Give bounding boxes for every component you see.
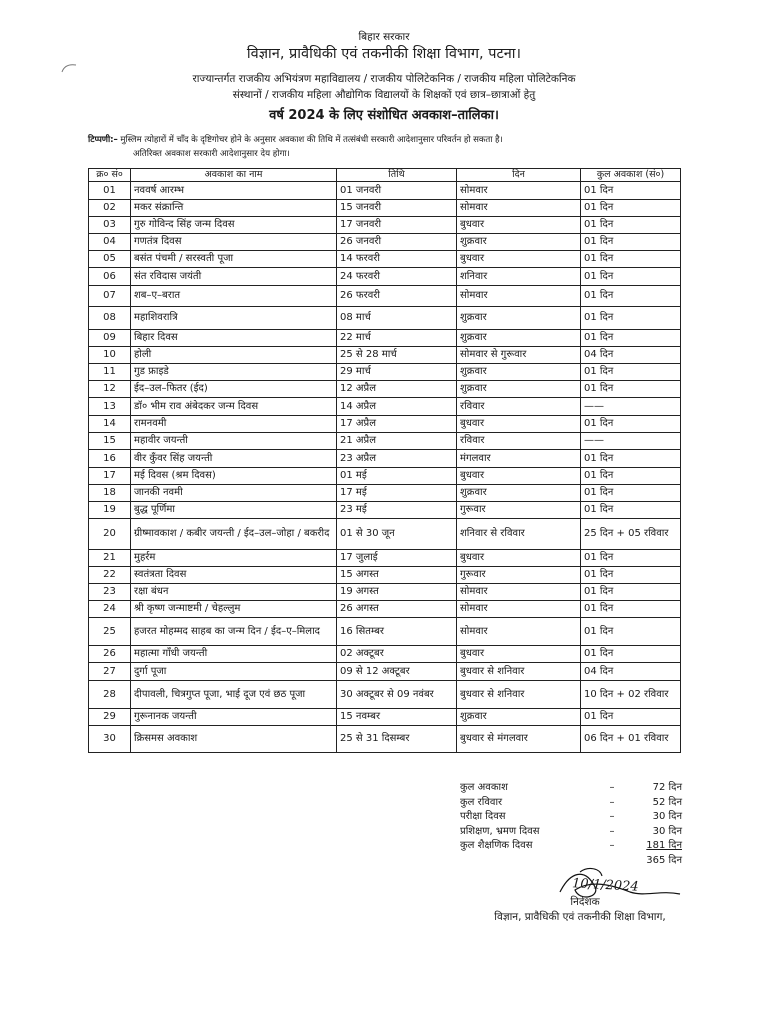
total-days-cell: 10 दिन + 02 रविवार [581, 681, 681, 709]
total-days-cell: 01 दिन [581, 251, 681, 268]
summary-label: कुल शैक्षणिक दिवस [460, 840, 533, 852]
day-cell: शुक्रवार [457, 709, 581, 726]
holiday-name-cell: रामनवमी [131, 416, 337, 433]
holiday-name-cell: मई दिवस (श्रम दिवस) [131, 468, 337, 485]
day-cell: शुक्रवार [457, 307, 581, 330]
date-cell: 15 अगस्त [337, 567, 457, 584]
table-row [89, 286, 681, 307]
total-days-cell: —— [581, 433, 681, 450]
government-name: बिहार सरकार [358, 31, 410, 43]
summary-row [460, 825, 682, 840]
date-cell: 23 अप्रैल [337, 450, 457, 468]
day-cell: सोमवार से गुरूवार [457, 347, 581, 364]
holiday-name-cell: गुरूनानक जयन्ती [131, 709, 337, 726]
holiday-name-cell: मकर संक्रान्ति [131, 200, 337, 217]
date-cell: 22 मार्च [337, 330, 457, 347]
table-row [89, 468, 681, 485]
serial-cell: 16 [89, 450, 131, 468]
total-days-cell: 06 दिन + 01 रविवार [581, 726, 681, 753]
day-cell: शनिवार से रविवार [457, 519, 581, 550]
day-cell: शुक्रवार [457, 485, 581, 502]
serial-cell: 04 [89, 234, 131, 251]
serial-cell: 14 [89, 416, 131, 433]
day-cell: बुधवार [457, 550, 581, 567]
serial-cell: 28 [89, 681, 131, 709]
table-row [89, 398, 681, 416]
signatory-designation: निदेशक [570, 896, 600, 908]
total-days-cell: 01 दिन [581, 468, 681, 485]
holiday-name-cell: बसंत पंचमी / सरस्वती पूजा [131, 251, 337, 268]
day-cell: सोमवार [457, 286, 581, 307]
header-holiday-name: अवकाश का नाम [131, 169, 337, 182]
serial-cell: 13 [89, 398, 131, 416]
summary-dash: – [609, 796, 615, 808]
table-row [89, 251, 681, 268]
day-cell: सोमवार [457, 618, 581, 646]
serial-cell: 20 [89, 519, 131, 550]
holiday-name-cell: ईद–उल–फितर (ईद) [131, 381, 337, 398]
holiday-name-cell: श्री कृष्ण जन्माष्टमी / चेहल्लुम [131, 601, 337, 618]
summary-dash: – [609, 840, 615, 852]
serial-cell: 18 [89, 485, 131, 502]
table-header-row [89, 169, 681, 182]
day-cell: बुधवार से शनिवार [457, 681, 581, 709]
total-days-cell: 25 दिन + 05 रविवार [581, 519, 681, 550]
date-cell: 17 जुलाई [337, 550, 457, 567]
department-name: विज्ञान, प्रावैधिकी एवं तकनीकी शिक्षा विभाग, पटना। [246, 46, 522, 62]
serial-cell: 26 [89, 646, 131, 663]
header-date: तिथि [337, 169, 457, 182]
holiday-name-cell: वीर कुँवर सिंह जयन्ती [131, 450, 337, 468]
holiday-name-cell: दुर्गा पूजा [131, 663, 337, 681]
holiday-name-cell: गणतंत्र दिवस [131, 234, 337, 251]
header-serial: क्र० सं० [89, 169, 131, 182]
day-cell: बुधवार [457, 646, 581, 663]
date-cell: 26 फरवरी [337, 286, 457, 307]
total-days-cell: 01 दिन [581, 618, 681, 646]
holiday-name-cell: क्रिसमस अवकाश [131, 726, 337, 753]
total-days-cell: 01 दिन [581, 485, 681, 502]
table-row [89, 364, 681, 381]
date-cell: 15 जनवरी [337, 200, 457, 217]
table-row [89, 485, 681, 502]
summary-dash: – [609, 811, 615, 823]
summary-row [460, 796, 682, 811]
total-days-cell: 01 दिन [581, 234, 681, 251]
total-days-cell: 01 दिन [581, 450, 681, 468]
day-cell: गुरूवार [457, 567, 581, 584]
table-row [89, 502, 681, 519]
serial-cell: 12 [89, 381, 131, 398]
date-cell: 16 सितम्बर [337, 618, 457, 646]
serial-cell: 11 [89, 364, 131, 381]
table-row [89, 450, 681, 468]
serial-cell: 09 [89, 330, 131, 347]
summary-dash: – [609, 782, 615, 793]
date-cell: 23 मई [337, 502, 457, 519]
holiday-name-cell: बुद्ध पूर्णिमा [131, 502, 337, 519]
holiday-name-cell: हजरत मोहम्मद साहब का जन्म दिन / ईद–ए–मिलाद [131, 618, 337, 646]
summary-table [460, 781, 682, 869]
date-cell: 01 जनवरी [337, 182, 457, 200]
holiday-name-cell: होली [131, 347, 337, 364]
serial-cell: 08 [89, 307, 131, 330]
total-days-cell: 01 दिन [581, 364, 681, 381]
date-cell: 15 नवम्बर [337, 709, 457, 726]
note-label: टिप्पणी:– [88, 135, 118, 145]
table-row [89, 519, 681, 550]
total-days-cell: 01 दिन [581, 381, 681, 398]
serial-cell: 10 [89, 347, 131, 364]
day-cell: शुक्रवार [457, 364, 581, 381]
table-row [89, 601, 681, 618]
date-cell: 30 अक्टूबर से 09 नवंबर [337, 681, 457, 709]
day-cell: शुक्रवार [457, 234, 581, 251]
table-row [89, 330, 681, 347]
holiday-name-cell: रक्षा बंधन [131, 584, 337, 601]
date-cell: 01 से 30 जून [337, 519, 457, 550]
total-days-cell: 01 दिन [581, 584, 681, 601]
summary-value: 365 दिन [646, 854, 682, 866]
serial-cell: 15 [89, 433, 131, 450]
date-cell: 17 अप्रैल [337, 416, 457, 433]
total-days-cell: —— [581, 398, 681, 416]
holiday-name-cell: दीपावली, चित्रगुप्त पूजा, भाई दूज एवं छठ पूजा [131, 681, 337, 709]
date-cell: 25 से 28 मार्च [337, 347, 457, 364]
header-total: कुल अवकाश (सं०) [581, 169, 681, 182]
summary-row [460, 781, 682, 796]
day-cell: बुधवार से मंगलवार [457, 726, 581, 753]
date-cell: 09 से 12 अक्टूबर [337, 663, 457, 681]
subtitle-line-2: संस्थानों / राजकीय महिला औद्योगिक विद्यालयों के शिक्षकों एवं छात्र–छात्राओं हेतु [232, 89, 536, 101]
day-cell: सोमवार [457, 601, 581, 618]
holiday-name-cell: शब–ए–बरात [131, 286, 337, 307]
total-days-cell: 04 दिन [581, 347, 681, 364]
holiday-name-cell: महावीर जयन्ती [131, 433, 337, 450]
holiday-name-cell: डॉ० भीम राव अंबेदकर जन्म दिवस [131, 398, 337, 416]
holiday-name-cell: गुरु गोविन्द सिंह जन्म दिवस [131, 217, 337, 234]
holiday-name-cell: नववर्ष आरम्भ [131, 182, 337, 200]
note-line-1 [88, 133, 503, 145]
holiday-table [88, 168, 681, 753]
total-days-cell: 01 दिन [581, 550, 681, 567]
day-cell: सोमवार [457, 584, 581, 601]
day-cell: बुधवार [457, 217, 581, 234]
document-title: वर्ष 2024 के लिए संशोधित अवकाश–तालिका। [269, 108, 499, 123]
serial-cell: 30 [89, 726, 131, 753]
date-cell: 01 मई [337, 468, 457, 485]
serial-cell: 25 [89, 618, 131, 646]
day-cell: गुरूवार [457, 502, 581, 519]
table-row [89, 416, 681, 433]
summary-value: 181 दिन [646, 840, 682, 852]
total-days-cell: 04 दिन [581, 663, 681, 681]
header-day: दिन [457, 169, 581, 182]
day-cell: रविवार [457, 398, 581, 416]
serial-cell: 05 [89, 251, 131, 268]
day-cell: बुधवार [457, 416, 581, 433]
total-days-cell: 01 दिन [581, 567, 681, 584]
date-cell: 08 मार्च [337, 307, 457, 330]
serial-cell: 06 [89, 268, 131, 286]
summary-label: कुल अवकाश [460, 782, 508, 793]
day-cell: रविवार [457, 433, 581, 450]
serial-cell: 22 [89, 567, 131, 584]
serial-cell: 19 [89, 502, 131, 519]
summary-label: परीक्षा दिवस [460, 811, 506, 823]
day-cell: बुधवार से शनिवार [457, 663, 581, 681]
serial-cell: 07 [89, 286, 131, 307]
table-row [89, 307, 681, 330]
summary-row [460, 810, 682, 825]
day-cell: बुधवार [457, 251, 581, 268]
date-cell: 24 फरवरी [337, 268, 457, 286]
table-row [89, 646, 681, 663]
holiday-name-cell: संत रविदास जयंती [131, 268, 337, 286]
table-row [89, 726, 681, 753]
total-days-cell: 01 दिन [581, 307, 681, 330]
table-row [89, 663, 681, 681]
summary-value: 52 दिन [652, 796, 682, 808]
day-cell: शुक्रवार [457, 381, 581, 398]
holiday-name-cell: महाशिवरात्रि [131, 307, 337, 330]
serial-cell: 29 [89, 709, 131, 726]
total-days-cell: 01 दिन [581, 416, 681, 433]
date-cell: 29 मार्च [337, 364, 457, 381]
table-row [89, 217, 681, 234]
total-days-cell: 01 दिन [581, 330, 681, 347]
serial-cell: 23 [89, 584, 131, 601]
table-row [89, 200, 681, 217]
table-row [89, 567, 681, 584]
table-row [89, 347, 681, 364]
table-row [89, 381, 681, 398]
date-cell: 02 अक्टूबर [337, 646, 457, 663]
total-days-cell: 01 दिन [581, 502, 681, 519]
holiday-name-cell: गुड फ्राइडे [131, 364, 337, 381]
subtitle-line-1: राज्यान्तर्गत राजकीय अभियंत्रण महाविद्यालय / राजकीय पोलिटेकनिक / राजकीय महिला पोलिटेकनिक [192, 73, 576, 85]
day-cell: शनिवार [457, 268, 581, 286]
table-row [89, 584, 681, 601]
table-row [89, 550, 681, 567]
summary-dash: – [609, 825, 615, 837]
note-line-2: अतिरिक्त अवकाश सरकारी आदेशानुसार देय होगा। [133, 149, 290, 159]
total-days-cell: 01 दिन [581, 646, 681, 663]
summary-label: प्रशिक्षण, भ्रमण दिवस [460, 825, 540, 837]
holiday-name-cell: बिहार दिवस [131, 330, 337, 347]
total-days-cell: 01 दिन [581, 286, 681, 307]
table-row [89, 268, 681, 286]
total-days-cell: 01 दिन [581, 182, 681, 200]
summary-label: कुल रविवार [460, 796, 503, 808]
serial-cell: 24 [89, 601, 131, 618]
total-days-cell: 01 दिन [581, 601, 681, 618]
summary-value: 30 दिन [652, 825, 682, 837]
holiday-name-cell: ग्रीष्मावकाश / कबीर जयन्ती / ईद–उल–जोहा / बकरीद [131, 519, 337, 550]
summary-value: 30 दिन [652, 811, 682, 823]
day-cell: मंगलवार [457, 450, 581, 468]
total-days-cell: 01 दिन [581, 217, 681, 234]
date-cell: 12 अप्रैल [337, 381, 457, 398]
serial-cell: 03 [89, 217, 131, 234]
holiday-name-cell: स्वतंत्रता दिवस [131, 567, 337, 584]
summary-row [460, 839, 682, 854]
total-days-cell: 01 दिन [581, 200, 681, 217]
date-cell: 25 से 31 दिसम्बर [337, 726, 457, 753]
date-cell: 19 अगस्त [337, 584, 457, 601]
date-cell: 14 फरवरी [337, 251, 457, 268]
date-cell: 21 अप्रैल [337, 433, 457, 450]
day-cell: सोमवार [457, 182, 581, 200]
table-row [89, 681, 681, 709]
table-row [89, 234, 681, 251]
note-text-1: मुस्लिम त्योहारों में चाँद के दृष्टिगोचर होने के अनुसार अवकाश की तिथि में तत्संबंधी सरकारी आदेशानुसार परिवर्तन हो सकता है। [120, 135, 503, 145]
table-row [89, 433, 681, 450]
date-cell: 14 अप्रैल [337, 398, 457, 416]
day-cell: शुक्रवार [457, 330, 581, 347]
holiday-name-cell: महात्मा गाँधी जयन्ती [131, 646, 337, 663]
total-days-cell: 01 दिन [581, 268, 681, 286]
day-cell: बुधवार [457, 468, 581, 485]
table-row [89, 709, 681, 726]
holiday-name-cell: जानकी नवमी [131, 485, 337, 502]
date-cell: 26 जनवरी [337, 234, 457, 251]
holiday-name-cell: मुहर्रम [131, 550, 337, 567]
date-cell: 17 जनवरी [337, 217, 457, 234]
serial-cell: 01 [89, 182, 131, 200]
serial-cell: 17 [89, 468, 131, 485]
total-days-cell: 01 दिन [581, 709, 681, 726]
summary-value: 72 दिन [652, 782, 682, 793]
serial-cell: 02 [89, 200, 131, 217]
table-row [89, 182, 681, 200]
serial-cell: 27 [89, 663, 131, 681]
signatory-department: विज्ञान, प्रावैधिकी एवं तकनीकी शिक्षा विभाग, [494, 911, 666, 923]
table-row [89, 618, 681, 646]
serial-cell: 21 [89, 550, 131, 567]
day-cell: सोमवार [457, 200, 581, 217]
date-cell: 17 मई [337, 485, 457, 502]
signature-date: 10/1/2024 [571, 876, 640, 895]
date-cell: 26 अगस्त [337, 601, 457, 618]
